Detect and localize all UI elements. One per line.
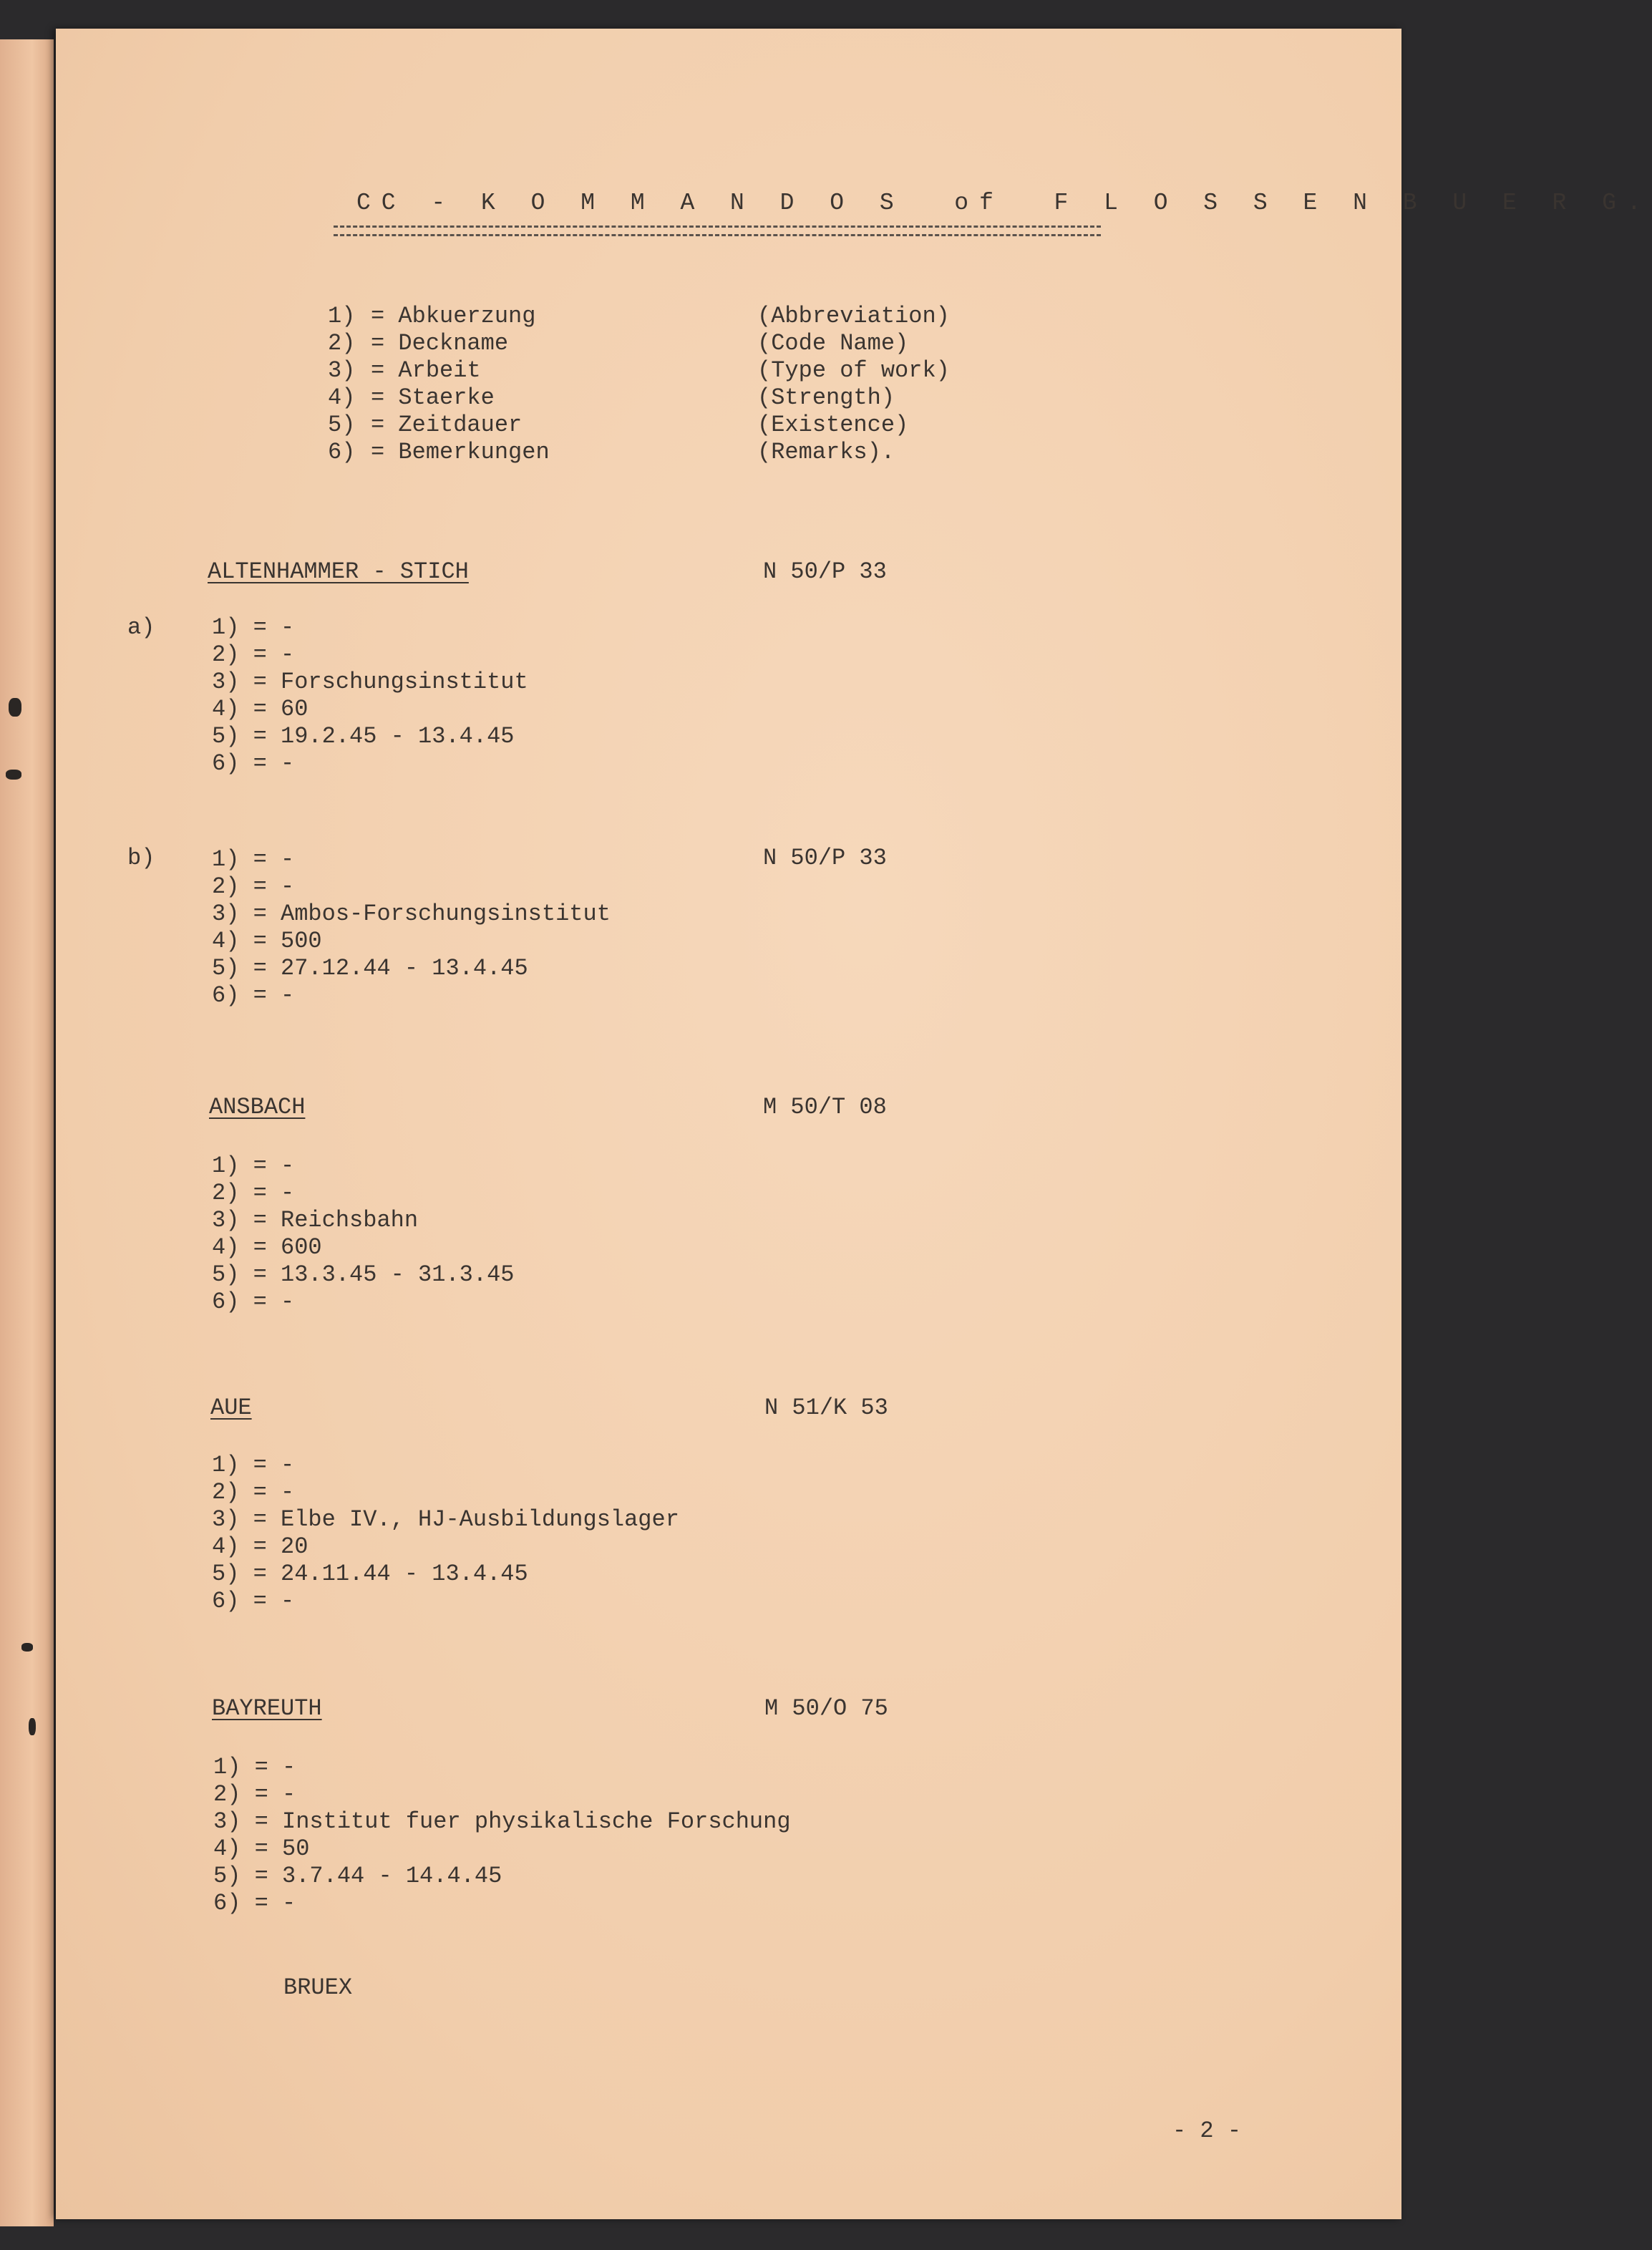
entry-row: 6) = -: [212, 982, 295, 1009]
legend-en: (Abbreviation): [757, 303, 950, 329]
entry-name: ALTENHAMMER - STICH: [208, 558, 469, 585]
entry-row: 3) = Elbe IV., HJ-Ausbildungslager: [212, 1506, 679, 1533]
legend-de: = Deckname: [371, 330, 509, 357]
title-double-underline: [334, 226, 1101, 236]
entry-row: 2) = -: [213, 1781, 296, 1808]
entry-row: 1) = -: [212, 846, 295, 873]
legend-num: 2): [328, 330, 356, 357]
document-page: [56, 29, 1652, 2219]
legend-de: = Bemerkungen: [371, 439, 550, 465]
legend-num: 5): [328, 412, 356, 438]
entry-row: 1) = -: [213, 1754, 296, 1780]
entry-row: 1) = -: [212, 614, 295, 641]
entry-row: 3) = Forschungsinstitut: [212, 669, 528, 695]
ink-speck: [6, 770, 21, 780]
entry-name: ANSBACH: [209, 1094, 306, 1120]
entry-marker: b): [127, 845, 155, 871]
entry-row: 4) = 50: [213, 1836, 310, 1862]
entry-row: 3) = Ambos-Forschungsinstitut: [212, 901, 611, 927]
entry-name: BAYREUTH: [212, 1695, 322, 1722]
entry-row: 5) = 13.3.45 - 31.3.45: [212, 1261, 515, 1288]
entry-row: 2) = -: [212, 873, 295, 900]
entry-ref: N 50/P 33: [763, 558, 887, 585]
entry-row: 1) = -: [212, 1153, 295, 1179]
entry-ref: N 51/K 53: [764, 1395, 888, 1421]
legend-en: (Strength): [757, 384, 895, 411]
entry-row: 2) = -: [212, 1479, 295, 1505]
entry-row: 3) = Institut fuer physikalische Forschung: [213, 1808, 791, 1835]
entry-row: 3) = Reichsbahn: [212, 1207, 419, 1233]
page-number: - 2 -: [1172, 2118, 1242, 2144]
previous-page-edge: [0, 39, 54, 2226]
next-heading: BRUEX: [283, 1974, 353, 2001]
entry-row: 5) = 19.2.45 - 13.4.45: [212, 723, 515, 750]
legend-de: = Abkuerzung: [371, 303, 536, 329]
legend-en: (Existence): [757, 412, 909, 438]
entry-ref: M 50/T 08: [763, 1094, 887, 1120]
legend-en: (Type of work): [757, 357, 950, 384]
entry-marker: a): [127, 614, 155, 641]
entry-row: 1) = -: [212, 1452, 295, 1478]
entry-row: 6) = -: [212, 1588, 295, 1614]
entry-row: 6) = -: [212, 750, 295, 777]
entry-ref: M 50/O 75: [764, 1695, 888, 1722]
ink-speck: [9, 698, 21, 717]
entry-row: 2) = -: [212, 641, 295, 668]
entry-row: 4) = 20: [212, 1533, 308, 1560]
legend-num: 6): [328, 439, 356, 465]
entry-row: 6) = -: [213, 1890, 296, 1916]
entry-row: 4) = 60: [212, 696, 308, 722]
entry-row: 4) = 500: [212, 928, 322, 954]
entry-row: 4) = 600: [212, 1234, 322, 1261]
entry-row: 5) = 27.12.44 - 13.4.45: [212, 955, 528, 981]
page-title: CC - K O M M A N D O S of F L O S S E N B U E R G.: [356, 190, 1652, 216]
ink-speck: [21, 1643, 33, 1652]
entry-row: 5) = 24.11.44 - 13.4.45: [212, 1561, 528, 1587]
legend-num: 1): [328, 303, 356, 329]
entry-row: 2) = -: [212, 1180, 295, 1206]
legend-num: 3): [328, 357, 356, 384]
legend-de: = Arbeit: [371, 357, 481, 384]
ink-speck: [29, 1718, 36, 1735]
legend-en: (Remarks).: [757, 439, 895, 465]
legend-de: = Zeitdauer: [371, 412, 523, 438]
entry-name: AUE: [210, 1395, 252, 1421]
legend-en: (Code Name): [757, 330, 909, 357]
entry-row: 5) = 3.7.44 - 14.4.45: [213, 1863, 502, 1889]
legend-de: = Staerke: [371, 384, 495, 411]
entry-ref: N 50/P 33: [763, 845, 887, 871]
entry-row: 6) = -: [212, 1289, 295, 1315]
legend-num: 4): [328, 384, 356, 411]
